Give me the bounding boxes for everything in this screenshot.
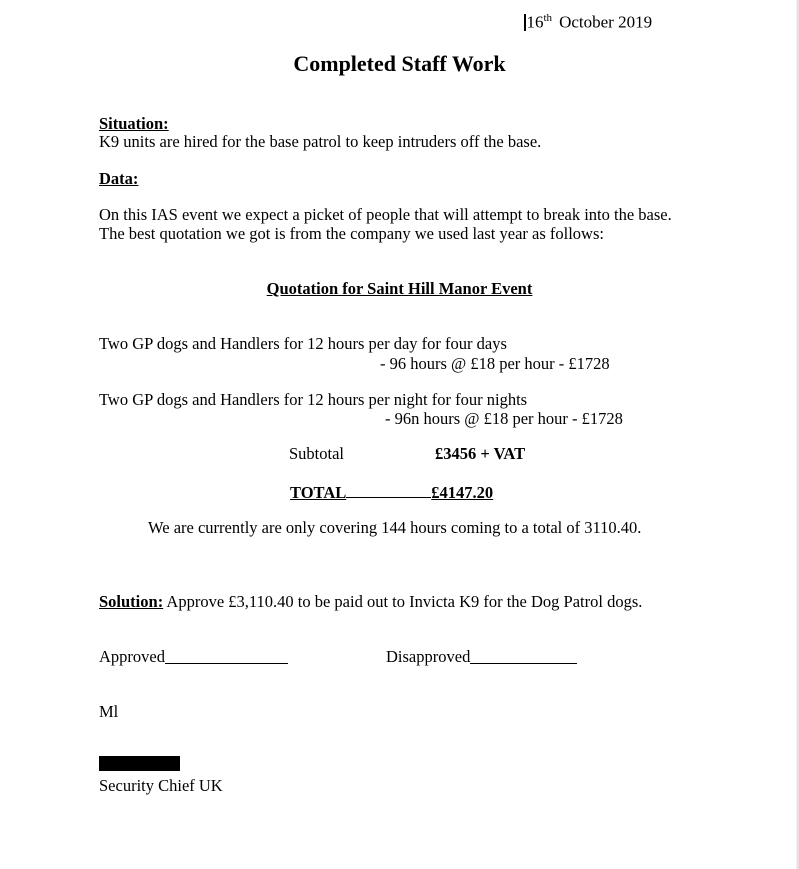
solution-row [99,592,642,612]
date-ordinal-suffix: th [543,12,553,24]
disapproved-signature-line[interactable] [470,648,577,664]
total-underline-gap [346,481,431,498]
approved-label: Approved [99,647,165,666]
quotation-item-1-description: Two GP dogs and Handlers for 12 hours per day for four days [99,334,507,353]
page-title: Completed Staff Work [293,51,506,76]
data-heading [99,169,138,188]
quotation-item-1-calculation: - 96 hours @ £18 per hour - £1728 [380,354,610,373]
subtotal-label: Subtotal [289,444,345,463]
approved-signature-line[interactable] [165,648,288,664]
initials: Ml [99,702,119,721]
signoff-title: Security Chief UK [99,776,223,795]
situation-text: K9 units are hired for the base patrol to keep intruders off the base. [99,132,542,151]
solution-text: Approve £3,110.40 to be paid out to Invicta K9 for the Dog Patrol dogs. [166,592,643,611]
total-row [290,481,493,503]
total-label: TOTAL [290,483,347,502]
disapproved-field[interactable] [386,647,577,667]
date-day: 16 [526,12,544,32]
situation-heading [99,114,169,133]
quotation-item-2-calculation: - 96n hours @ £18 per hour - £1728 [385,409,623,428]
data-text [99,205,719,243]
document-date [524,12,652,33]
disapproved-label: Disapproved [386,647,471,666]
page-right-edge-inner [796,0,797,869]
date-month-year: October 2019 [559,12,653,32]
situation-label: Situation: [99,114,169,133]
solution-label: Solution: [99,592,164,611]
data-label: Data: [99,169,139,188]
covering-note: We are currently are only covering 144 hours coming to a total of 3110.40. [148,518,642,537]
subtotal-value: £3456 + VAT [435,444,526,463]
approved-field[interactable] [99,647,288,667]
text-cursor [524,14,526,31]
total-value: £4147.20 [431,483,494,502]
redaction-bar [99,756,180,771]
data-text-line-2: The best quotation we got is from the company we used last year as follows: [99,224,604,243]
quotation-title: Quotation for Saint Hill Manor Event [266,279,533,298]
subtotal-row [289,444,526,464]
data-text-line-1: On this IAS event we expect a picket of people that will attempt to break into the base. [99,205,672,224]
quotation-item-2-description: Two GP dogs and Handlers for 12 hours per night for four nights [99,390,528,409]
